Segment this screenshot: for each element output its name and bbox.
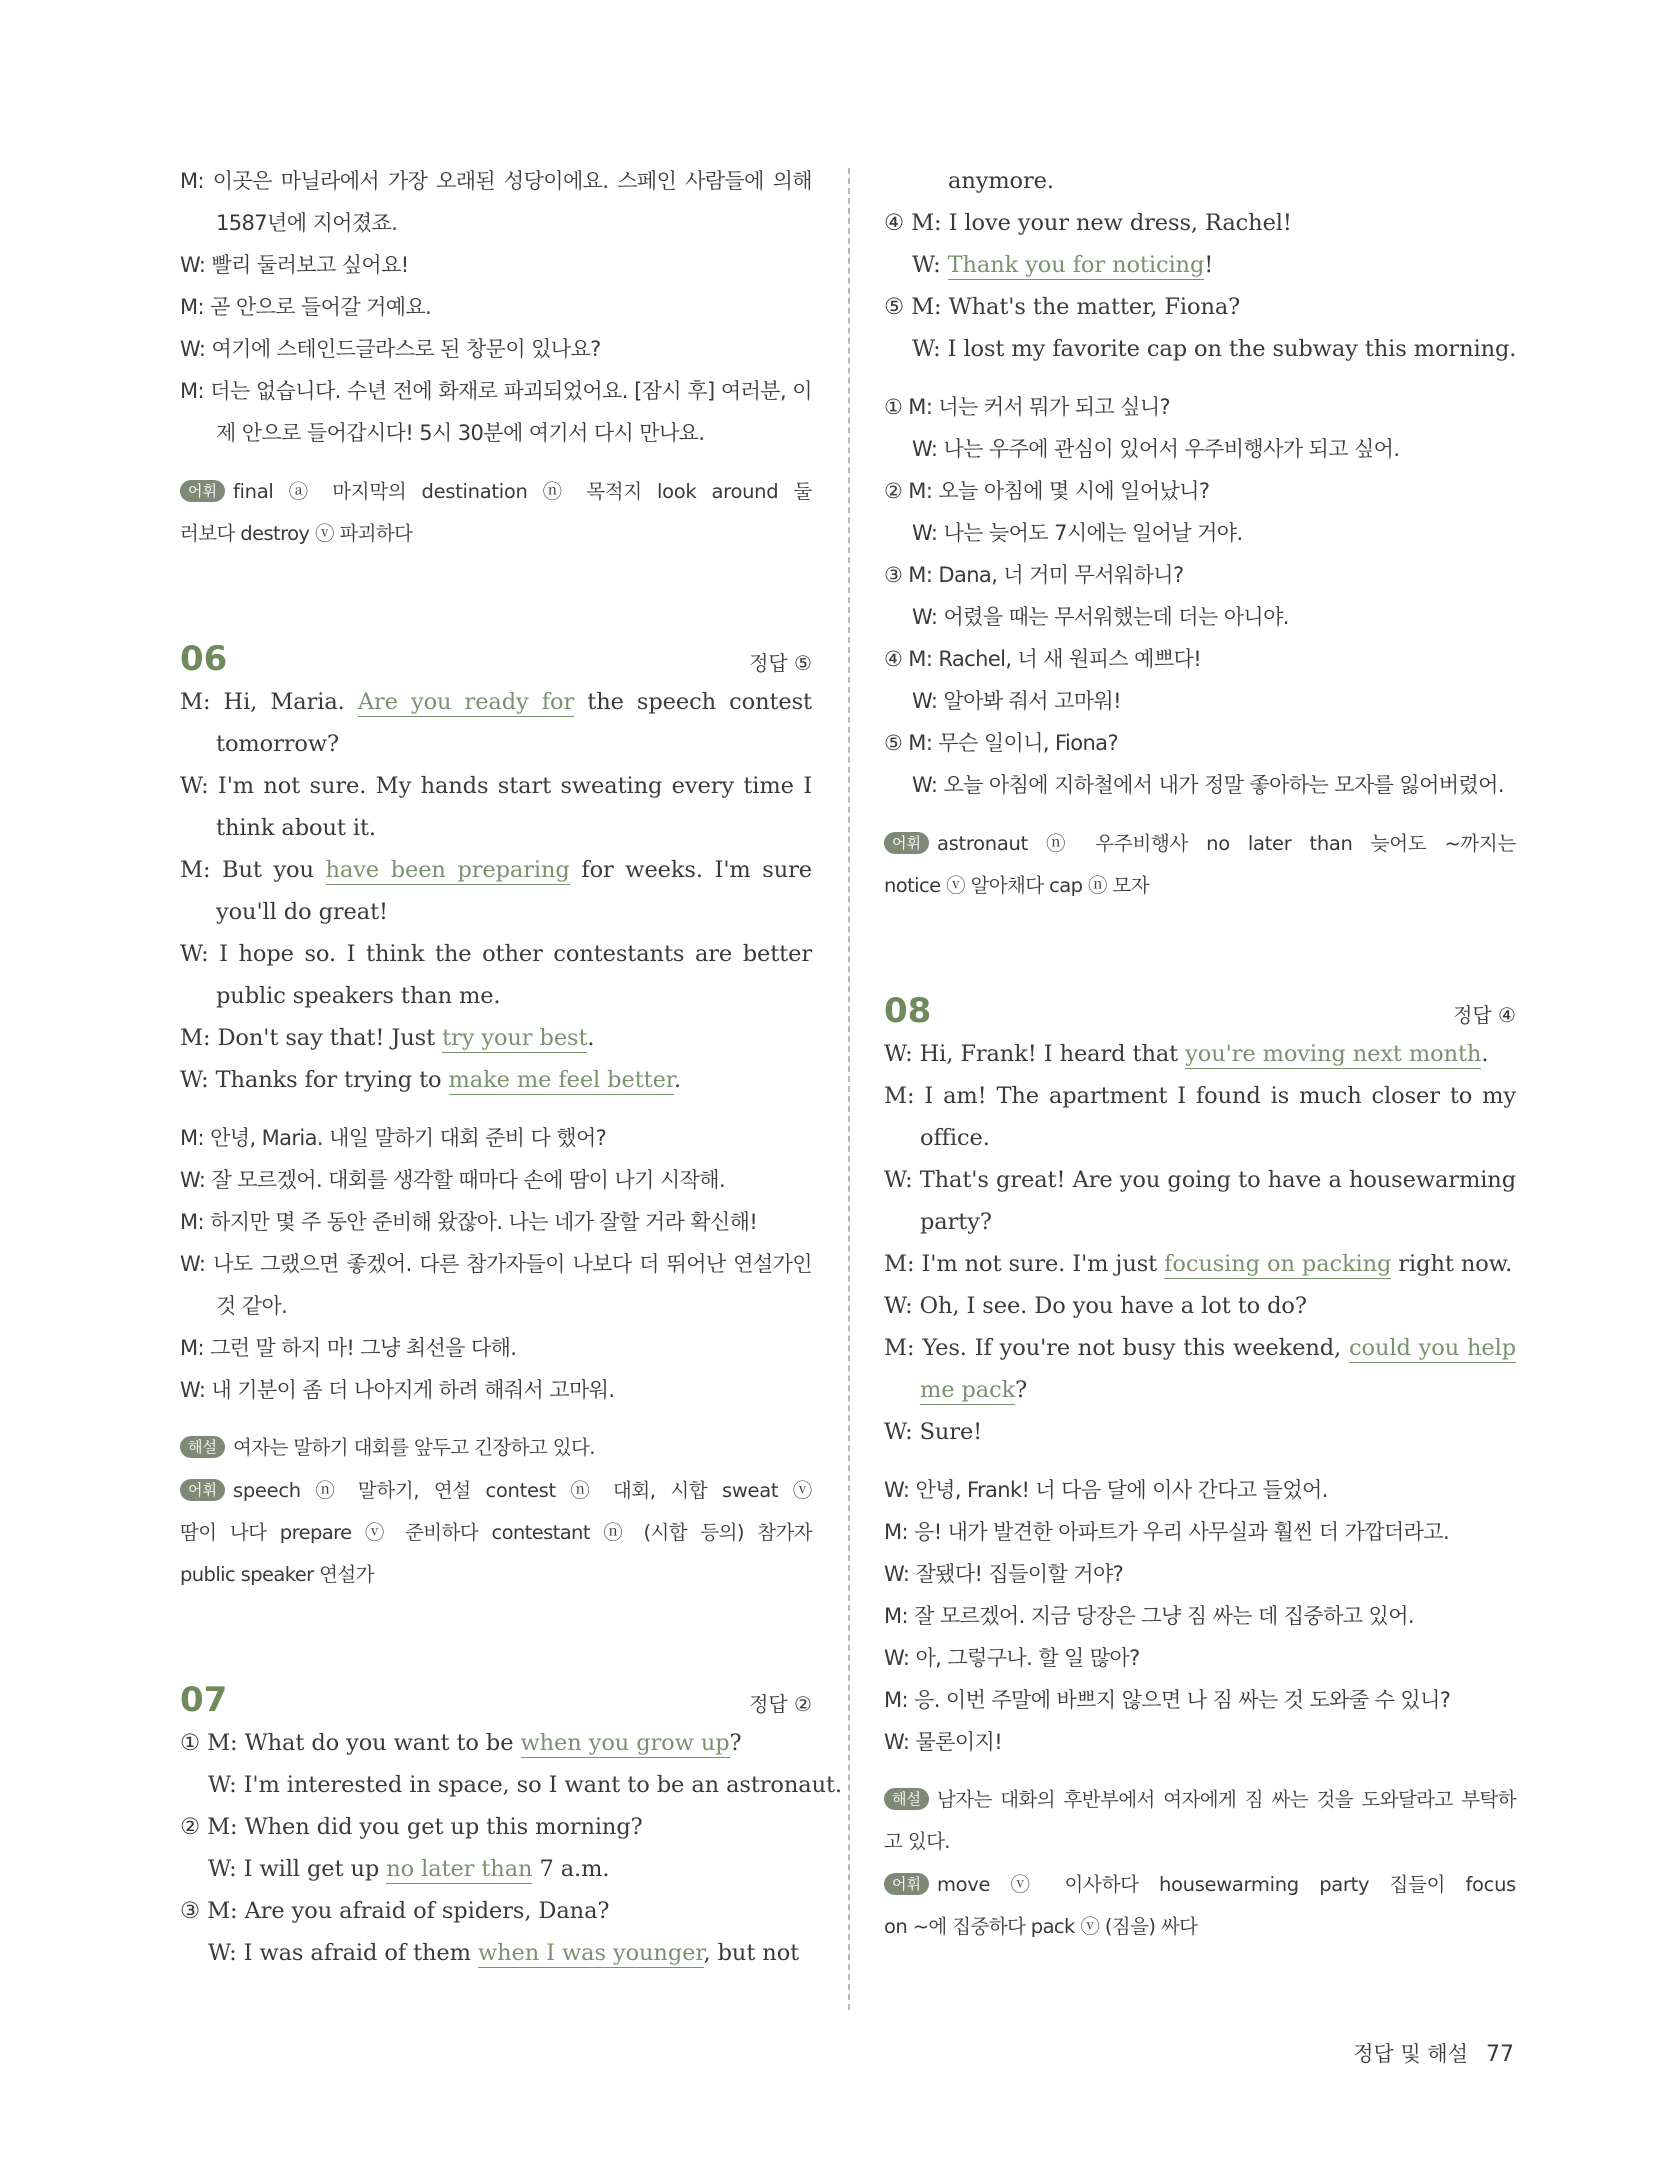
vocab-badge: 어휘 [884, 832, 929, 854]
section-header [884, 991, 1516, 1031]
ko-line: ④ M: Rachel, 너 새 원피스 예쁘다! [884, 647, 1202, 671]
ko-line: M: 이곳은 마닐라에서 가장 오래된 성당이에요. 스페인 사람들에 의해 [180, 169, 812, 193]
page-footer [1353, 2038, 1514, 2068]
ko-line: W: 나도 그랬으면 좋겠어. 다른 참가자들이 나보다 더 뛰어난 연설가인 [180, 1252, 812, 1276]
ko-line: W: 오늘 아침에 지하철에서 내가 정말 좋아하는 모자를 잃어버렸어. [912, 773, 1504, 797]
ko-line: M: 잘 모르겠어. 지금 당장은 그냥 짐 싸는 데 집중하고 있어. [884, 1604, 1414, 1628]
vocab-badge: 어휘 [180, 1479, 225, 1501]
section-06 [180, 639, 812, 1596]
dialog-line: ④ M: I love your new dress, Rachel! [884, 210, 1292, 236]
ko-line: W: 안녕, Frank! 너 다음 달에 이사 간다고 들었어. [884, 1478, 1328, 1502]
dialog-line: W: Thank you for noticing! [912, 252, 1214, 278]
blank-answer: make me feel better [448, 1067, 674, 1093]
dialog-line: W: Oh, I see. Do you have a lot to do? [884, 1293, 1307, 1319]
section-08 [884, 991, 1516, 1948]
vocab-badge: 어휘 [884, 1873, 929, 1895]
ko-line: W: 아, 그렇구나. 할 일 많아? [884, 1646, 1140, 1670]
ko-line: W: 어렸을 때는 무서워했는데 더는 아니야. [912, 605, 1289, 629]
ko-line: ② M: 오늘 아침에 몇 시에 일어났니? [884, 479, 1210, 503]
answer-label: 정답 ④ [1453, 1003, 1516, 1027]
dialog-line: ③ M: Are you afraid of spiders, Dana? [180, 1898, 610, 1924]
dialog-line: W: I was afraid of them when I was younger, but not [208, 1940, 800, 1966]
vocab-line: public speaker 연설가 [180, 1563, 374, 1586]
blank-answer: me pack [920, 1377, 1016, 1403]
blank-answer: when I was younger [477, 1940, 704, 1966]
ko-line: ① M: 너는 커서 뭐가 되고 싶니? [884, 395, 1171, 419]
footer-label: 정답 및 해설 [1353, 2042, 1468, 2066]
vocab-line: notice ⓥ 알아채다 cap ⓝ 모자 [884, 874, 1149, 897]
ko-line: 1587년에 지어졌죠. [216, 211, 398, 235]
blank-answer: could you help [1349, 1335, 1516, 1361]
dialog-line: think about it. [216, 815, 376, 841]
ko-line: W: 알아봐 줘서 고마워! [912, 689, 1121, 713]
section-07 [180, 1680, 842, 1974]
dialog-line: W: Sure! [884, 1419, 983, 1445]
dialog-line: public speakers than me. [216, 983, 501, 1009]
vocab-line: 어휘 speech ⓝ 말하기, 연설 contest ⓝ 대회, 시합 sweat ⓥ [180, 1469, 812, 1512]
dialog-line: M: Hi, Maria. Are you ready for the speech contest [180, 689, 813, 715]
column-divider [848, 168, 850, 2010]
dialog-line: W: I'm not sure. My hands start sweating every time I [180, 773, 812, 799]
ko-line: W: 잘 모르겠어. 대회를 생각할 때마다 손에 땀이 나기 시작해. [180, 1168, 726, 1192]
explanation-badge: 해설 [180, 1436, 225, 1458]
ko-line: M: 하지만 몇 주 동안 준비해 왔잖아. 나는 네가 잘할 거라 확신해! [180, 1210, 758, 1234]
dialog-line: M: But you have been preparing for weeks. I'm sure [180, 857, 813, 883]
vocab-line: on ~에 집중하다 pack ⓥ (짐을) 싸다 [884, 1915, 1198, 1938]
ko-line: W: 물론이지! [884, 1730, 1003, 1754]
ko-line: ③ M: Dana, 너 거미 무서워하니? [884, 563, 1184, 587]
section-header [180, 1680, 812, 1720]
vocab-line: 땀이 나다 prepare ⓥ 준비하다 contestant ⓝ (시합 등의) 참가자 [180, 1521, 812, 1544]
section-header [180, 639, 812, 679]
s05-translation [180, 160, 812, 454]
blank-answer: no later than [386, 1856, 533, 1882]
ko-line: M: 그런 말 하지 마! 그냥 최선을 다해. [180, 1336, 517, 1360]
answer-label: 정답 ⑤ [749, 651, 812, 675]
dialog-line: W: That's great! Are you going to have a housewarming [884, 1167, 1516, 1193]
dialog-line: party? [920, 1209, 992, 1235]
dialog-line: W: I lost my favorite cap on the subway this morning. [912, 336, 1517, 362]
blank-answer: Thank you for noticing [947, 252, 1205, 278]
ko-line: M: 안녕, Maria. 내일 말하기 대회 준비 다 했어? [180, 1126, 607, 1150]
dialog-line: M: Don't say that! Just try your best. [180, 1025, 595, 1051]
dialog-line: W: Thanks for trying to make me feel better. [180, 1067, 682, 1093]
dialog-line: W: Hi, Frank! I heard that you're moving next month. [884, 1041, 1489, 1067]
vocab-line: 어휘 move ⓥ 이사하다 housewarming party 집들이 focus [884, 1863, 1516, 1906]
explanation-line: 고 있다. [884, 1830, 950, 1853]
blank-answer: Are you ready for [357, 689, 575, 715]
dialog-line: M: Yes. If you're not busy this weekend, could you help [884, 1335, 1516, 1361]
right-column [884, 160, 1516, 1948]
dialog-line: anymore. [948, 168, 1054, 194]
dialog-line: office. [920, 1125, 990, 1151]
dialog-line: M: I'm not sure. I'm just focusing on packing right now. [884, 1251, 1513, 1277]
explanation-line: 해설 남자는 대화의 후반부에서 여자에게 짐 싸는 것을 도와달라고 부탁하 [884, 1779, 1516, 1821]
blank-answer: focusing on packing [1164, 1251, 1392, 1277]
dialog-line: tomorrow? [216, 731, 339, 757]
section-number: 08 [884, 991, 932, 1031]
ko-line: 것 같아. [216, 1294, 288, 1318]
ko-line: W: 나는 늦어도 7시에는 일어날 거야. [912, 521, 1243, 545]
explanation-badge: 해설 [884, 1788, 929, 1810]
answer-label: 정답 ② [749, 1692, 812, 1716]
ko-line: W: 잘됐다! 집들이할 거야? [884, 1562, 1124, 1586]
dialog-line: me pack? [920, 1377, 1028, 1403]
section-number: 06 [180, 639, 228, 679]
ko-line: W: 내 기분이 좀 더 나아지게 하려 해줘서 고마워. [180, 1378, 615, 1402]
vocab-line: 러보다 destroy ⓥ 파괴하다 [180, 522, 413, 545]
dialog-line: ② M: When did you get up this morning? [180, 1814, 643, 1840]
page-number: 77 [1486, 2042, 1514, 2067]
dialog-line: W: I will get up no later than 7 a.m. [208, 1856, 610, 1882]
ko-line: W: 빨리 둘러보고 싶어요! [180, 253, 409, 277]
ko-line: M: 더는 없습니다. 수년 전에 화재로 파괴되었어요. [잠시 후] 여러분, 이 [180, 379, 812, 403]
s07-continued [884, 160, 1516, 907]
ko-line: M: 응! 내가 발견한 아파트가 우리 사무실과 훨씬 더 가깝더라고. [884, 1520, 1450, 1544]
left-column [180, 160, 842, 1974]
dialog-line: ⑤ M: What's the matter, Fiona? [884, 294, 1241, 320]
dialog-line: W: I'm interested in space, so I want to be an astronaut. [208, 1772, 842, 1798]
blank-answer: try your best [442, 1025, 588, 1051]
ko-line: M: 응. 이번 주말에 바쁘지 않으면 나 짐 싸는 것 도와줄 수 있니? [884, 1688, 1451, 1712]
dialog-line: ① M: What do you want to be when you grow up? [180, 1730, 742, 1756]
s05-vocab [180, 470, 812, 555]
dialog-line: you'll do great! [216, 899, 388, 925]
ko-line: W: 나는 우주에 관심이 있어서 우주비행사가 되고 싶어. [912, 437, 1400, 461]
ko-line: W: 여기에 스테인드글라스로 된 창문이 있나요? [180, 337, 601, 361]
section-number: 07 [180, 1680, 228, 1720]
dialog-line: M: I am! The apartment I found is much closer to my [884, 1083, 1516, 1109]
blank-answer: when you grow up [520, 1730, 730, 1756]
blank-answer: you're moving next month [1185, 1041, 1482, 1067]
vocab-line: 어휘 final ⓐ 마지막의 destination ⓝ 목적지 look around 둘 [180, 470, 812, 513]
blank-answer: have been preparing [325, 857, 570, 883]
explanation-line: 해설 여자는 말하기 대회를 앞두고 긴장하고 있다. [180, 1427, 812, 1469]
ko-line: ⑤ M: 무슨 일이니, Fiona? [884, 731, 1118, 755]
vocab-line: 어휘 astronaut ⓝ 우주비행사 no later than 늦어도 ~까지는 [884, 822, 1516, 865]
vocab-badge: 어휘 [180, 480, 225, 502]
dialog-line: W: I hope so. I think the other contestants are better [180, 941, 812, 967]
ko-line: M: 곧 안으로 들어갈 거예요. [180, 295, 432, 319]
ko-line: 제 안으로 들어갑시다! 5시 30분에 여기서 다시 만나요. [216, 421, 705, 445]
